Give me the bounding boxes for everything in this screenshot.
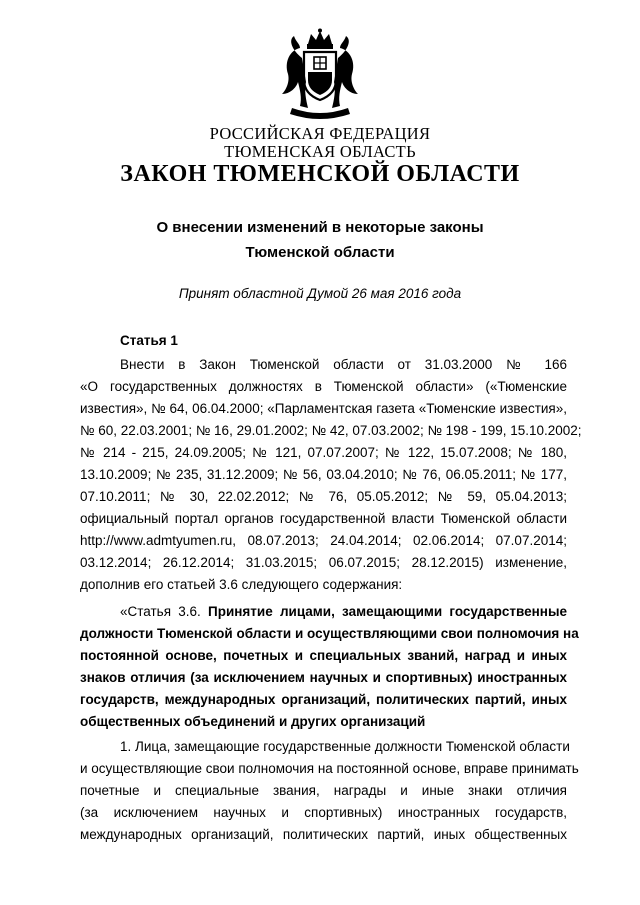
text-line: официальный портал органов государственной власти Тюменской области: [80, 511, 567, 526]
new-article-prefix: «Статья 3.6.: [120, 604, 209, 619]
new-article-title-line: государств, международных организаций, политических партий, иных: [80, 692, 567, 707]
document-title-line-2: Тюменской области: [245, 244, 395, 261]
country-line: РОССИЙСКАЯ ФЕДЕРАЦИЯ: [209, 124, 431, 143]
article-1-heading: Статья 1: [120, 333, 178, 348]
new-article-title-line: постоянной основе, почетных и специальных званий, наград и иных: [80, 648, 567, 663]
adoption-date: Принят областной Думой 26 мая 2016 года: [178, 286, 462, 301]
text-line: «О государственных должностях в Тюменской области» («Тюменские: [80, 379, 567, 394]
text-line: 03.12.2014; 26.12.2014; 31.03.2015; 06.07.2015; 28.12.2015) изменение,: [80, 555, 567, 570]
text-line: Внести в Закон Тюменской области от 31.03.2000 № 166: [120, 357, 567, 372]
text-line: № 60, 22.03.2001; № 16, 29.01.2002; № 42, 07.03.2002; № 198 - 199, 15.10.2002;: [80, 423, 582, 438]
new-article-title-text: Принятие лицами, замещающими государственные: [208, 604, 567, 619]
region-line: ТЮМЕНСКАЯ ОБЛАСТЬ: [224, 142, 416, 161]
text-line: 13.10.2009; № 235, 31.12.2009; № 56, 03.04.2010; № 76, 06.05.2011; № 177,: [80, 467, 567, 482]
text-line: № 214 - 215, 24.09.2005; № 121, 07.07.2007; № 122, 15.07.2008; № 180,: [80, 445, 567, 460]
law-title: ЗАКОН ТЮМЕНСКОЙ ОБЛАСТИ: [120, 161, 520, 187]
new-article-title-line: общественных объединений и других организаций: [80, 714, 426, 729]
text-line: дополнив его статьей 3.6 следующего содержания:: [80, 577, 403, 592]
paragraph-line: и осуществляющие свои полномочия на постоянной основе, вправе принимать: [80, 761, 579, 776]
paragraph-line: (за исключением научных и спортивных) иностранных государств,: [80, 805, 567, 820]
text-line: http://www.admtyumen.ru, 08.07.2013; 24.04.2014; 02.06.2014; 07.07.2014;: [80, 533, 567, 548]
paragraph-line: международных организаций, политических партий, иных общественных: [80, 827, 567, 842]
new-article-title-line: знаков отличия (за исключением научных и спортивных) иностранных: [80, 670, 567, 685]
text-line: 07.10.2011; № 30, 22.02.2012; № 76, 05.05.2012; № 59, 05.04.2013;: [80, 489, 567, 504]
new-article-title-line: должности Тюменской области и осуществляющими свои полномочия на: [80, 626, 579, 641]
paragraph-line: 1. Лица, замещающие государственные должности Тюменской области: [120, 739, 570, 754]
new-article-title-line: [120, 602, 567, 622]
tyumen-coat-of-arms-icon: [278, 28, 362, 120]
paragraph-line: почетные и специальные звания, награды и иные знаки отличия: [80, 783, 567, 798]
text-line: известия», № 64, 06.04.2000; «Парламентская газета «Тюменские известия»,: [80, 401, 567, 416]
document-title-line-1: О внесении изменений в некоторые законы: [156, 219, 484, 236]
